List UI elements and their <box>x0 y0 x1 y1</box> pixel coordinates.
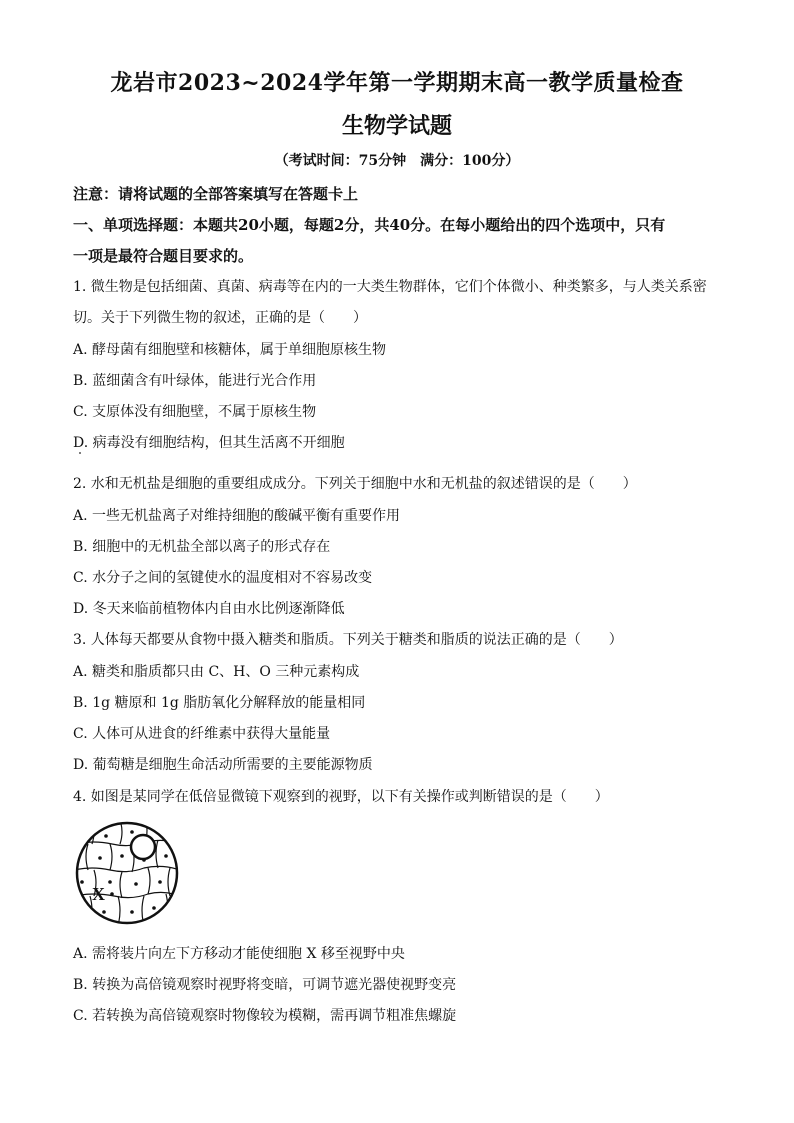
q2-option-c: C. 水分子之间的氢键使水的温度相对不容易改变 <box>73 570 373 586</box>
q2-option-a: A. 一些无机盐离子对维持细胞的酸碱平衡有重要作用 <box>73 508 401 524</box>
q3-option-c: C. 人体可从进食的纤维素中获得大量能量 <box>73 726 331 742</box>
section-heading-line1: 一、单项选择题：本题共20小题，每题2分，共40分。在每小题给出的四个选项中，只有 <box>73 216 666 234</box>
microscope-field-figure <box>74 820 180 926</box>
exam-title: 龙岩市2023~2024学年第一学期期末高一教学质量检查 <box>110 70 684 96</box>
q2-option-b: B. 细胞中的无机盐全部以离子的形式存在 <box>73 539 331 555</box>
q1-stem-line2: 切。关于下列微生物的叙述，正确的是（ ） <box>73 310 367 326</box>
q1-option-b: B. 蓝细菌含有叶绿体，能进行光合作用 <box>73 373 317 389</box>
q4-option-c: C. 若转换为高倍镜观察时物像较为模糊，需再调节粗准焦螺旋 <box>73 1008 457 1024</box>
q1-stem-line1: 1. 微生物是包括细菌、真菌、病毒等在内的一大类生物群体，它们个体微小、种类繁多，与人类关系密 <box>73 279 707 295</box>
q4-option-a: A. 需将装片向左下方移动才能使细胞 X 移至视野中央 <box>73 946 405 962</box>
q4-option-b: B. 转换为高倍镜观察时视野将变暗，可调节遮光器使视野变亮 <box>73 977 457 993</box>
cell-x-label: X <box>92 884 105 904</box>
notice: 注意：请将试题的全部答案填写在答题卡上 <box>73 185 359 203</box>
section-heading-line2: 一项是最符合题目要求的。 <box>73 247 254 265</box>
q4-stem: 4. 如图是某同学在低倍显微镜下观察到的视野，以下有关操作或判断错误的是（ ） <box>73 789 609 805</box>
q3-option-a: A. 糖类和脂质都只由 C、H、O 三种元素构成 <box>73 664 360 680</box>
q3-option-d: D. 葡萄糖是细胞生命活动所需要的主要能源物质 <box>73 757 373 773</box>
q2-stem: 2. 水和无机盐是细胞的重要组成成分。下列关于细胞中水和无机盐的叙述错误的是（ ） <box>73 476 637 492</box>
q3-stem: 3. 人体每天都要从食物中摄入糖类和脂质。下列关于糖类和脂质的说法正确的是（ ） <box>73 632 623 648</box>
q3-option-b: B. 1g 糖原和 1g 脂肪氧化分解释放的能量相同 <box>73 695 366 711</box>
exam-info: （考试时间：75分钟 满分：100分） <box>274 153 520 169</box>
q1-option-a: A. 酵母菌有细胞壁和核糖体，属于单细胞原核生物 <box>73 342 387 358</box>
stray-dot <box>79 452 81 454</box>
exam-subject: 生物学试题 <box>341 113 452 139</box>
q2-option-d: D. 冬天来临前植物体内自由水比例逐渐降低 <box>73 601 345 617</box>
q1-option-c: C. 支原体没有细胞壁，不属于原核生物 <box>73 404 317 420</box>
q1-option-d: D. 病毒没有细胞结构，但其生活离不开细胞 <box>73 435 345 451</box>
